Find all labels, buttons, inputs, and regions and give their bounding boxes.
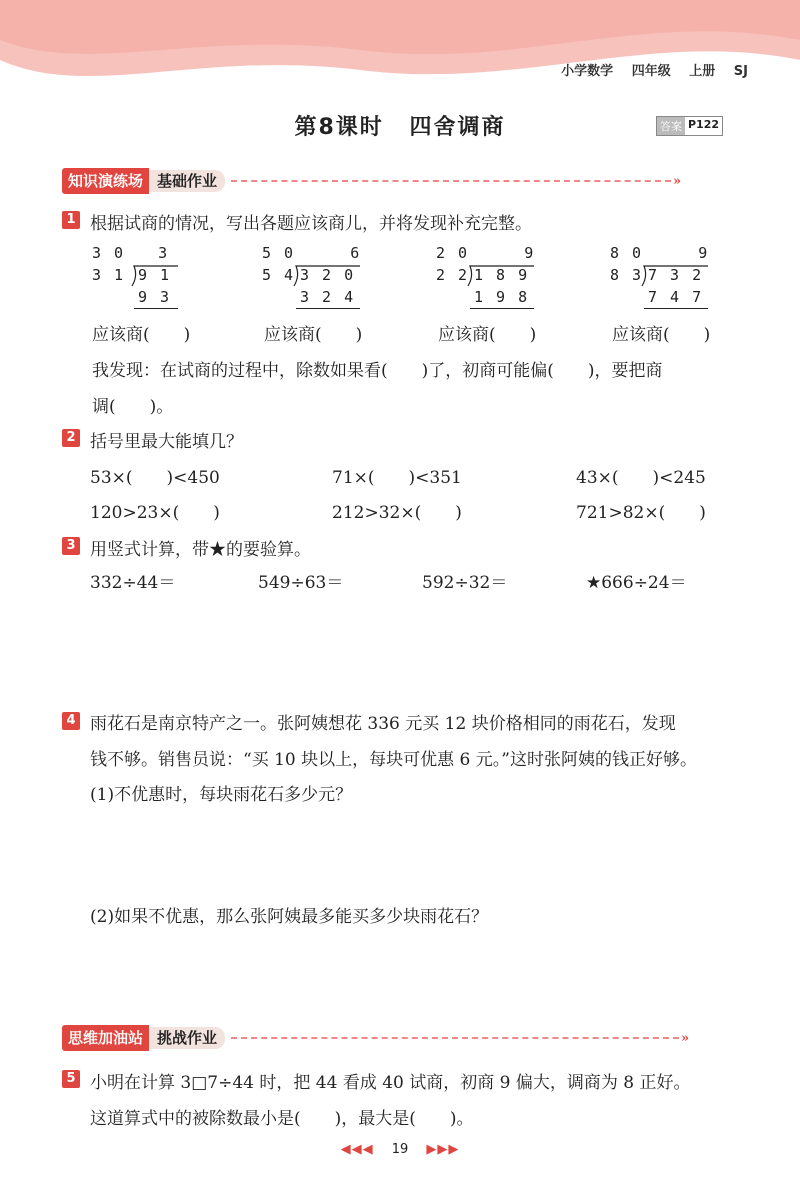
lesson-name: 四舍调商: [409, 115, 506, 140]
subtraction-line: [296, 308, 360, 309]
quotient: 3 0 3: [92, 244, 170, 262]
subject-label: 小学数学: [561, 64, 614, 79]
divisor: 5 4: [262, 266, 296, 284]
divisor: 8 3: [610, 266, 644, 284]
long-division-1: [92, 244, 202, 314]
inequality-4: 120>23×( ): [90, 503, 220, 523]
product: 9 3: [138, 288, 172, 306]
product: 3 2 4: [300, 288, 356, 306]
answer-blank-3[interactable]: 应该商( ): [438, 325, 537, 345]
answer-label: 答案: [657, 117, 685, 135]
question-5-line-2: 这道算式中的被除数最小是( )，最大是( )。: [90, 1109, 474, 1129]
long-division-2: [262, 244, 372, 314]
subtraction-line: [644, 308, 708, 309]
finding-line-2: 调( )。: [92, 397, 174, 417]
answer-blank-4[interactable]: 应该商( ): [612, 325, 711, 345]
question-number-3: 3: [62, 537, 80, 555]
left-arrows-icon: ◀◀◀: [340, 1142, 374, 1157]
dashed-divider: [231, 180, 671, 182]
page-footer: [0, 1142, 800, 1157]
dividend: 7 3 2: [648, 266, 704, 284]
section-basic-sub: 基础作业: [149, 170, 225, 192]
dividend: 9 1: [138, 266, 172, 284]
section-challenge: [62, 1025, 689, 1051]
question-3-text: 用竖式计算，带★的要验算。: [90, 540, 311, 560]
double-chevron-icon: »: [673, 173, 682, 189]
question-2-text: 括号里最大能填几？: [90, 432, 243, 452]
long-division-3: [436, 244, 546, 314]
section-basic-tag: 知识演练场: [62, 168, 149, 194]
divisor: 3 1: [92, 266, 126, 284]
division-exercise-2: 549÷63＝: [258, 573, 344, 593]
long-division-4: [610, 244, 720, 314]
answer-blank-1[interactable]: 应该商( ): [92, 325, 191, 345]
question-number-1: 1: [62, 211, 80, 229]
section-basic: [62, 168, 681, 194]
division-exercise-4: ★666÷24＝: [586, 573, 687, 593]
inequality-3: 43×( )<245: [576, 468, 706, 488]
division-exercise-1: 332÷44＝: [90, 573, 176, 593]
question-number-5: 5: [62, 1070, 80, 1088]
inequality-5: 212>32×( ): [332, 503, 462, 523]
answer-page: P122: [688, 118, 720, 131]
finding-line-1: 我发现：在试商的过程中，除数如果看( )了，初商可能偏( )，要把商: [92, 361, 663, 381]
quotient: 2 0 9: [436, 244, 536, 262]
dividend: 1 8 9: [474, 266, 530, 284]
inequality-2: 71×( )<351: [332, 468, 462, 488]
section-challenge-tag: 思维加油站: [62, 1025, 149, 1051]
question-1-text: 根据试商的情况，写出各题应该商儿，并将发现补充完整。: [90, 214, 532, 234]
product: 1 9 8: [474, 288, 530, 306]
lesson-period: 第8课时: [294, 115, 384, 140]
dividend: 3 2 0: [300, 266, 356, 284]
section-challenge-sub: 挑战作业: [149, 1027, 225, 1049]
subtraction-line: [470, 308, 534, 309]
book-info: [547, 60, 748, 79]
header-wave: [0, 0, 800, 100]
inequality-6: 721>82×( ): [576, 503, 706, 523]
quotient: 8 0 9: [610, 244, 710, 262]
answer-reference: [656, 116, 723, 136]
product: 7 4 7: [648, 288, 704, 306]
dashed-divider: [231, 1037, 679, 1039]
right-arrows-icon: ▶▶▶: [426, 1142, 460, 1157]
question-4-sub-2: (2)如果不优惠，那么张阿姨最多能买多少块雨花石？: [90, 907, 489, 927]
question-number-4: 4: [62, 712, 80, 730]
subtraction-line: [134, 308, 178, 309]
quotient: 5 0 6: [262, 244, 362, 262]
answer-blank-2[interactable]: 应该商( ): [264, 325, 363, 345]
question-4-sub-1: (1)不优惠时，每块雨花石多少元？: [90, 785, 353, 805]
inequality-1: 53×( )<450: [90, 468, 220, 488]
grade-label: 四年级: [631, 64, 671, 79]
question-4-line-1: 雨花石是南京特产之一。张阿姨想花 336 元买 12 块价格相同的雨花石，发现: [90, 714, 676, 734]
volume-label: 上册: [689, 64, 716, 79]
page-number: 19: [391, 1142, 409, 1157]
question-5-line-1: 小明在计算 3□7÷44 时，把 44 看成 40 试商，初商 9 偏大，调商为 8 正好。: [90, 1073, 691, 1093]
edition-label: SJ: [733, 64, 748, 79]
question-number-2: 2: [62, 429, 80, 447]
double-chevron-icon: »: [681, 1030, 690, 1046]
question-4-line-2: 钱不够。销售员说：“买 10 块以上，每块可优惠 6 元。”这时张阿姨的钱正好够。: [90, 750, 697, 770]
divisor: 2 2: [436, 266, 470, 284]
division-exercise-3: 592÷32＝: [422, 573, 508, 593]
